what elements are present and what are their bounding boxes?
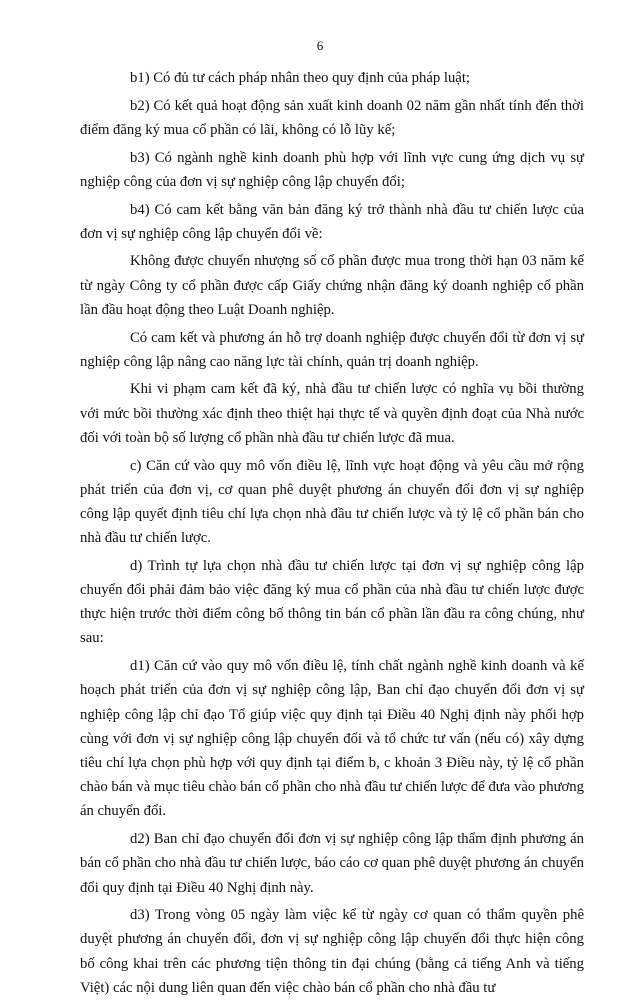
- paragraph-b1: b1) Có đủ tư cách pháp nhân theo quy định của pháp luật;: [130, 70, 470, 86]
- paragraph-b4: b4) Có cam kết bằng văn bản đăng ký trở thành nhà đầu tư chiến lược của đơn vị sự nghiệp công lập chuyển đổi về:: [80, 201, 584, 242]
- paragraph-d3: d3) Trong vòng 05 ngày làm việc kể từ ngày cơ quan có thẩm quyền phê duyệt phương án chuyển đổi, đơn vị sự nghiệp công lập chuyển đổi thực hiện công bố công khai trên các phương tiện thông tin đại chúng (bằng cả tiếng Anh và tiếng Việt) các nội dung liên quan đến việc chào bán cổ phần cho nhà đầu tư: [80, 907, 584, 996]
- paragraph-b2: b2) Có kết quả hoạt động sản xuất kinh doanh 02 năm gần nhất tính đến thời điểm đăng ký mua cổ phần có lãi, không có lỗ lũy kế;: [80, 97, 584, 138]
- paragraph-d: d) Trình tự lựa chọn nhà đầu tư chiến lược tại đơn vị sự nghiệp công lập chuyển đổi phải đảm bảo việc đăng ký mua cổ phần của nhà đầu tư chiến lược được thực hiện trước thời điểm công bố thông tin bán cổ phần lần đầu ra công chúng, như sau:: [80, 557, 584, 647]
- body-text: [80, 66, 584, 1004]
- paragraph-b3: b3) Có ngành nghề kinh doanh phù hợp với lĩnh vực cung ứng dịch vụ sự nghiệp công của đơn vị sự nghiệp công lập chuyển đổi;: [80, 149, 584, 190]
- paragraph-d2: d2) Ban chỉ đạo chuyển đổi đơn vị sự nghiệp công lập thẩm định phương án bán cổ phần cho nhà đầu tư chiến lược, báo cáo cơ quan phê duyệt phương án chuyển đổi quy định tại Điều 40 Nghị định này.: [80, 831, 584, 896]
- paragraph-d1: d1) Căn cứ vào quy mô vốn điều lệ, tính chất ngành nghề kinh doanh và kế hoạch phát triển của đơn vị sự nghiệp công lập, Ban chỉ đạo chuyển đổi đơn vị sự nghiệp công lập chỉ đạo Tổ giúp việc quy định tại Điều 40 Nghị định này phối hợp cùng với đơn vị sự nghiệp công lập chuyển đổi và tổ chức tư vấn (nếu có) xây dựng tiêu chí lựa chọn phù hợp với quy định tại điểm b, c khoản 3 Điều này, tỷ lệ cổ phần chào bán và mục tiêu chào bán cổ phần cho nhà đầu tư chiến lược để đưa vào phương án chuyển đổi.: [80, 658, 584, 820]
- paragraph-b4-transfer-restriction: Không được chuyển nhượng số cổ phần được mua trong thời hạn 03 năm kể từ ngày Công ty cổ phần được cấp Giấy chứng nhận đăng ký doanh nghiệp cổ phần lần đầu hoạt động theo Luật Doanh nghiệp.: [80, 253, 584, 318]
- page-number: 6: [316, 38, 324, 53]
- paragraph-b4-support-plan: Có cam kết và phương án hỗ trợ doanh nghiệp được chuyển đổi từ đơn vị sự nghiệp công lập nâng cao năng lực tài chính, quản trị doanh nghiệp.: [80, 329, 584, 370]
- paragraph-c: c) Căn cứ vào quy mô vốn điều lệ, lĩnh vực hoạt động và yêu cầu mở rộng phát triển của đơn vị, cơ quan phê duyệt phương án chuyển đổi đơn vị sự nghiệp công lập quyết định tiêu chí lựa chọn nhà đầu tư chiến lược và tỷ lệ cổ phần bán cho nhà đầu tư chiến lược.: [80, 457, 584, 547]
- paragraph-b4-compensation: Khi vi phạm cam kết đã ký, nhà đầu tư chiến lược có nghĩa vụ bồi thường với mức bồi thường xác định theo thiệt hại thực tế và quyền định đoạt của Nhà nước đối với toàn bộ số lượng cổ phần nhà đầu tư chiến lược đã mua.: [80, 381, 584, 446]
